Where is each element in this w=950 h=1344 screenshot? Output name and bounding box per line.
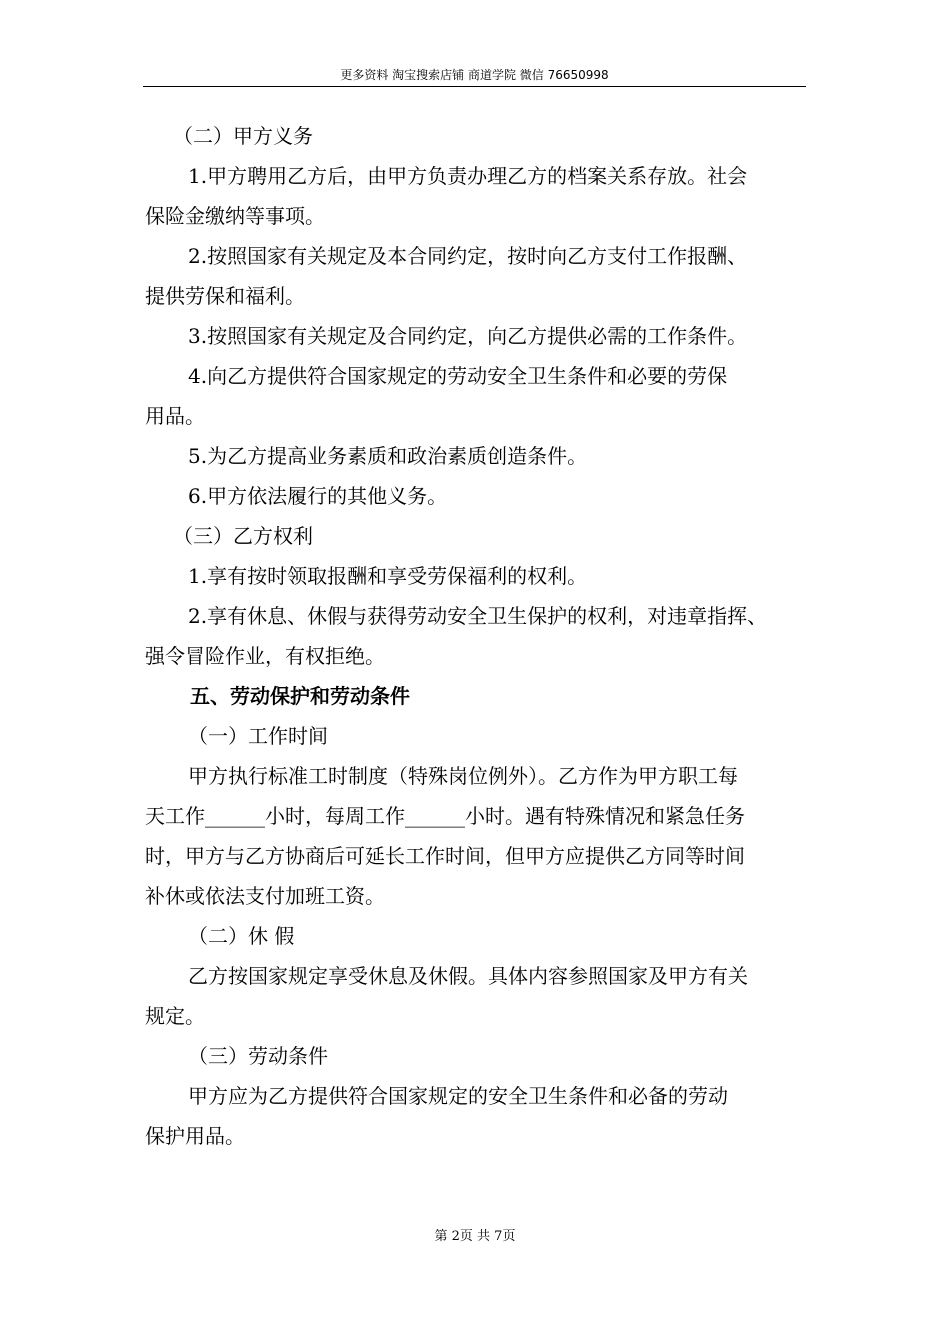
paragraph-line: 1.享有按时领取报酬和享受劳保福利的权利。: [188, 564, 588, 588]
chapter-heading: 五、劳动保护和劳动条件: [190, 684, 410, 708]
paragraph-line: 保险金缴纳等事项。: [145, 204, 325, 228]
paragraph-line: 时，甲方与乙方协商后可延长工作时间，但甲方应提供乙方同等时间: [145, 844, 745, 868]
paragraph-line: 3.按照国家有关规定及合同约定，向乙方提供必需的工作条件。: [188, 324, 748, 348]
paragraph-line: 天工作______小时，每周工作______小时。遇有特殊情况和紧急任务: [145, 804, 745, 828]
section-heading: （三）乙方权利: [173, 524, 313, 548]
section-heading: （二）甲方义务: [173, 124, 313, 148]
paragraph-line: 6.甲方依法履行的其他义务。: [188, 484, 448, 508]
paragraph-line: 提供劳保和福利。: [145, 284, 305, 308]
paragraph-line: 补休或依法支付加班工资。: [145, 884, 385, 908]
page-footer: 第 2页 共 7页: [434, 1229, 516, 1244]
section-heading: （二）休 假: [188, 924, 295, 948]
paragraph-line: 用品。: [145, 404, 205, 428]
paragraph-line: 乙方按国家规定享受休息及休假。具体内容参照国家及甲方有关: [188, 964, 748, 988]
paragraph-line: 1.甲方聘用乙方后，由甲方负责办理乙方的档案关系存放。社会: [188, 164, 748, 188]
section-heading: （一）工作时间: [188, 724, 328, 748]
page-header: 更多资料 淘宝搜索店铺 商道学院 微信 76650998: [143, 66, 806, 87]
paragraph-line: 5.为乙方提高业务素质和政治素质创造条件。: [188, 444, 588, 468]
paragraph-line: 保护用品。: [145, 1124, 245, 1148]
paragraph-line: 4.向乙方提供符合国家规定的劳动安全卫生条件和必要的劳保: [188, 364, 728, 388]
paragraph-line: 2.享有休息、休假与获得劳动安全卫生保护的权利，对违章指挥、: [188, 604, 768, 628]
paragraph-line: 强令冒险作业，有权拒绝。: [145, 644, 385, 668]
paragraph-line: 2.按照国家有关规定及本合同约定，按时向乙方支付工作报酬、: [188, 244, 748, 268]
paragraph-line: 甲方执行标准工时制度（特殊岗位例外）。乙方作为甲方职工每: [188, 764, 738, 788]
paragraph-line: 甲方应为乙方提供符合国家规定的安全卫生条件和必备的劳动: [188, 1084, 728, 1108]
paragraph-line: 规定。: [145, 1004, 205, 1028]
section-heading: （三）劳动条件: [188, 1044, 328, 1068]
